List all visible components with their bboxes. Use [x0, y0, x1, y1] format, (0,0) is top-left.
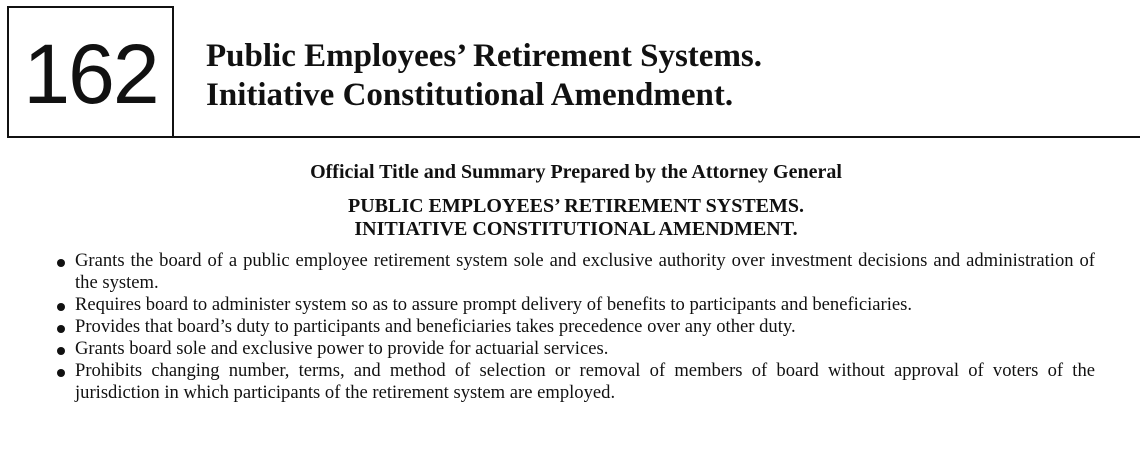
- proposition-number-box: [7, 6, 174, 138]
- summary-bullet-text: Requires board to administer system so as to assure prompt delivery of benefits to participants and beneficiaries.: [75, 294, 913, 315]
- official-title: Official Title and Summary Prepared by the Attorney General: [310, 161, 842, 183]
- summary-bullet-item: [55, 250, 1095, 294]
- summary-bullet-text: Grants the board of a public employee retirement system sole and exclusive authority over investment decisions and administration of the system.: [75, 250, 1095, 293]
- summary-bullet-list: [55, 250, 1095, 404]
- measure-heading: [0, 195, 1144, 241]
- proposition-title: [206, 37, 762, 115]
- measure-heading-line-2: INITIATIVE CONSTITUTIONAL AMENDMENT.: [354, 218, 798, 240]
- measure-heading-line-1: PUBLIC EMPLOYEES’ RETIREMENT SYSTEMS.: [347, 195, 804, 217]
- summary-bullet-item: [55, 316, 1095, 338]
- bullet-icon: [57, 325, 65, 333]
- bullet-icon: [57, 369, 65, 377]
- proposition-title-line-2: Initiative Constitutional Amendment.: [206, 77, 734, 113]
- bullet-icon: [57, 303, 65, 311]
- summary-bullet-text: Provides that board’s duty to participants and beneficiaries takes precedence over any other duty.: [75, 316, 796, 337]
- proposition-title-line-1: Public Employees’ Retirement Systems.: [206, 38, 763, 74]
- summary-bullet-item: [55, 360, 1095, 404]
- summary-bullet-item: [55, 338, 1095, 360]
- bullet-icon: [57, 259, 65, 267]
- summary-bullet-item: [55, 294, 1095, 316]
- summary-bullet-text: Prohibits changing number, terms, and method of selection or removal of members of board without approval of voters of the jurisdiction in which participants of the retirement system are employed.: [75, 360, 1095, 403]
- bullet-icon: [57, 347, 65, 355]
- summary-bullet-text: Grants board sole and exclusive power to provide for actuarial services.: [75, 338, 609, 359]
- header-divider: [174, 136, 1140, 138]
- proposition-number: 162: [23, 27, 158, 121]
